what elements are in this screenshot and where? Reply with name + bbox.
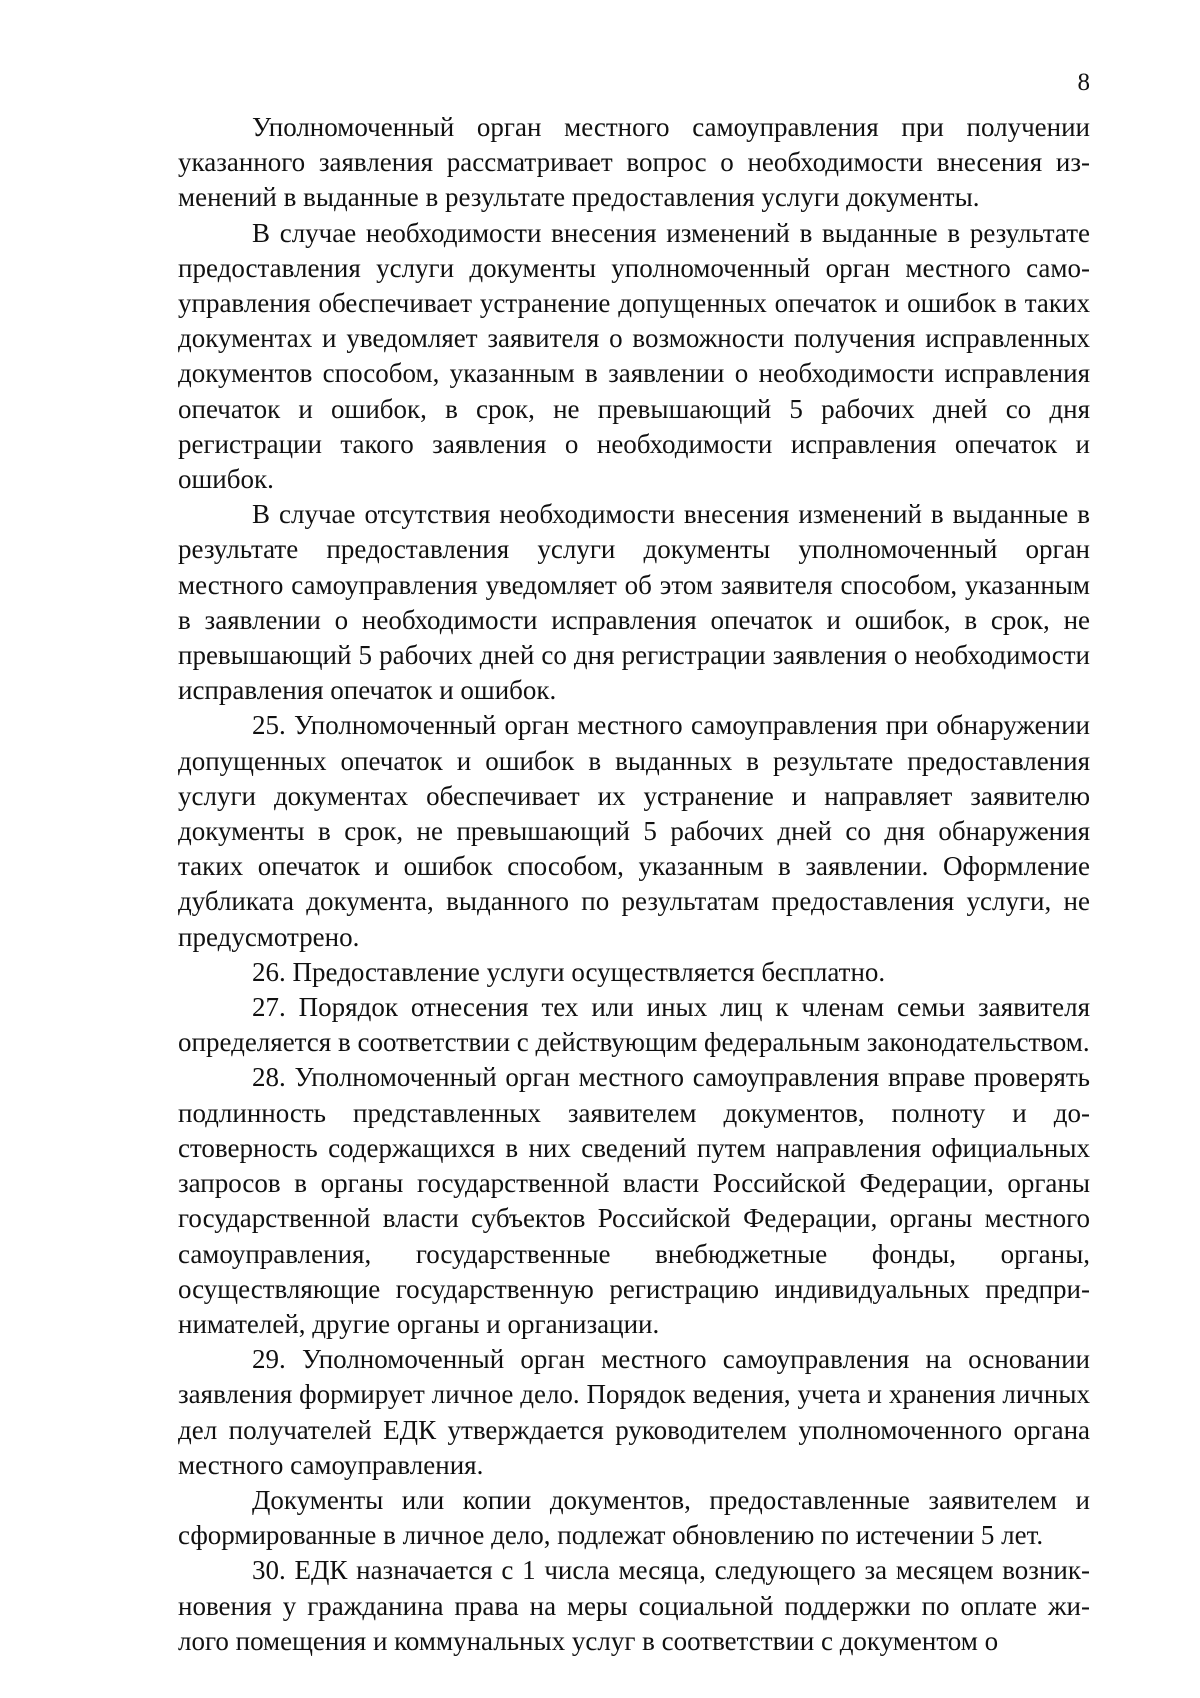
paragraph-item-26: 26. Предоставление услуги осуществляется бесплатно. (252, 956, 886, 987)
paragraph-review-request: Уполномоченный орган местного самоуправления при получении указанного заявления рассматривает вопрос о необходимости внесения изменений в выданные в результате предоставления услуги документы. (178, 112, 1090, 213)
paragraph-documents-update: Документы или копии документов, предоставленные заявителем и сформированные в личное дело, подлежат обновлению по истечении 5 лет. (178, 1484, 1090, 1551)
page-number: 8 (1077, 69, 1090, 96)
paragraph-item-25: 25. Уполномоченный орган местного самоуправления при обнаружении допущенных опечаток и ошибок в выданных в результате предоставления услуги документах обеспечивает их устранение и направляет заявителю документы в срок, не превышающий 5 рабочих дней со дня обнаружения таких опечаток и ошибок способом, указанным в заявлении. Оформление дубликата документа, выданного по результатам предоставления услуги, не предусмотрено. (178, 710, 1090, 952)
paragraph-no-corrections-needed: В случае отсутствия необходимости внесения изменений в выданные в результате предоставления услуги документы уполномоченный орган местного самоуправления уведомляет об этом заявителя способом, указанным в заявлении о необходимости исправления опечаток и ошибок, в срок, не превышающий 5 рабочих дней со дня регистрации заявления о необходимости исправления опечаток и ошибок. (178, 499, 1090, 706)
paragraph-corrections-needed: В случае необходимости внесения изменений в выданные в результате предоставления услуги документы уполномоченный орган местного самоуправления обеспечивает устранение допущенных опечаток и ошибок в таких документах и уведомляет заявителя о возможности получения исправленных документов способом, указанным в заявлении о необходимости исправления опечаток и ошибок, в срок, не превышающий 5 рабочих дней со дня регистрации такого заявления о необходимости исправления опечаток и ошибок. (178, 217, 1090, 495)
paragraph-item-29: 29. Уполномоченный орган местного самоуправления на основании заявления формирует личное дело. Порядок ведения, учета и хранения личных дел получателей ЕДК утверждается руководителем уполномоченного органа местного самоуправления. (178, 1344, 1090, 1480)
document-body (178, 110, 1090, 1659)
paragraph-item-30: 30. ЕДК назначается с 1 числа месяца, следующего за месяцем возникновения у гражданина права на меры социальной поддержки по оплате жилого помещения и коммунальных услуг в соответствии с документом о (178, 1555, 1090, 1656)
paragraph-item-28: 28. Уполномоченный орган местного самоуправления вправе проверять подлинность представленных заявителем документов, полноту и достоверность содержащихся в них сведений путем направления официальных запросов в органы государственной власти Российской Федерации, органы государственной власти субъектов Российской Федерации, органы местного самоуправления, государственные внебюджетные фонды, органы, осуществляющие государственную регистрацию индивидуальных предпринимателей, другие органы и организации. (178, 1062, 1090, 1339)
paragraph-item-27: 27. Порядок отнесения тех или иных лиц к членам семьи заявителя определяется в соответствии с действующим федеральным законодательством. (178, 992, 1090, 1058)
